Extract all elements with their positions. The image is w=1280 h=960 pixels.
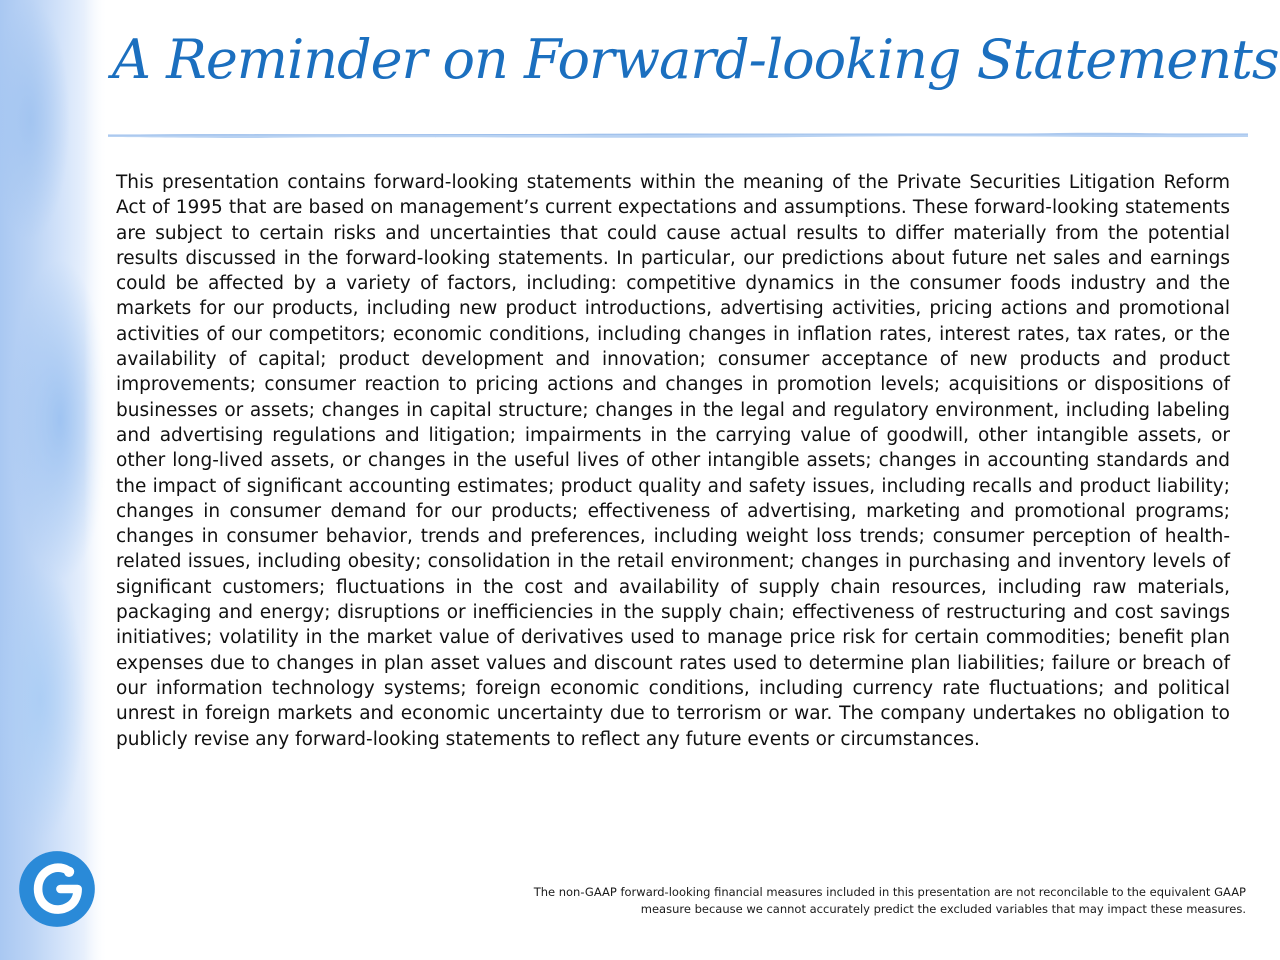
footnote-line-2: measure because we cannot accurately predict the excluded variables that may impact these measures. [640,902,1246,916]
forward-looking-statement-body: This presentation contains forward-looking statements within the meaning of the Private Securities Litigation Reform Act of 1995 that are based on management’s current expectations and assumptions. These forward-looking statements are subject to certain risks and uncertainties that could cause actual results to differ materially from the potential results discussed in the forward-looking statements. In particular, our predictions about future net sales and earnings could be affected by a variety of factors, including: competitive dynamics in the consumer foods industry and the markets for our products, including new product introductions, advertising activities, pricing actions and promotional activities of our competitors; economic conditions, including changes in inflation rates, interest rates, tax rates, or the availability of capital; product development and innovation; consumer acceptance of new products and product improvements; consumer reaction to pricing actions and changes in promotion levels; acquisitions or dispositions of businesses or assets; changes in capital structure; changes in the legal and regulatory environment, including labeling and advertising regulations and litigation; impairments in the carrying value of goodwill, other intangible assets, or other long-lived assets, or changes in the useful lives of other intangible assets; changes in accounting standards and the impact of significant accounting estimates; product quality and safety issues, including recalls and product liability; changes in consumer demand for our products; effectiveness of advertising, marketing and promotional programs; changes in consumer behavior, trends and preferences, including weight loss trends; consumer perception of health-related issues, including obesity; consolidation in the retail environment; changes in purchasing and inventory levels of significant customers; fluctuations in the cost and availability of supply chain resources, including raw materials, packaging and energy; disruptions or inefficiencies in the supply chain; effectiveness of restructuring and cost savings initiatives; volatility in the market value of derivatives used to manage price risk for certain commodities; benefit plan expenses due to changes in plan asset values and discount rates used to determine plan liabilities; failure or breach of our information technology systems; foreign economic conditions, including currency rate fluctuations; and political unrest in foreign markets and economic uncertainty due to terrorism or war. The company undertakes no obligation to publicly revise any forward-looking statements to reflect any future events or circumstances. [116,172,1230,750]
slide-title: A Reminder on Forward-looking Statements [112,28,1279,91]
title-divider [108,130,1248,139]
non-gaap-footnote [246,884,1246,918]
footnote-line-1: The non-GAAP forward-looking financial measures included in this presentation are not reconcilable to the equivalent GAAP [533,885,1246,899]
general-mills-g-logo-icon [14,846,100,932]
left-watercolor-stripe [0,0,108,960]
